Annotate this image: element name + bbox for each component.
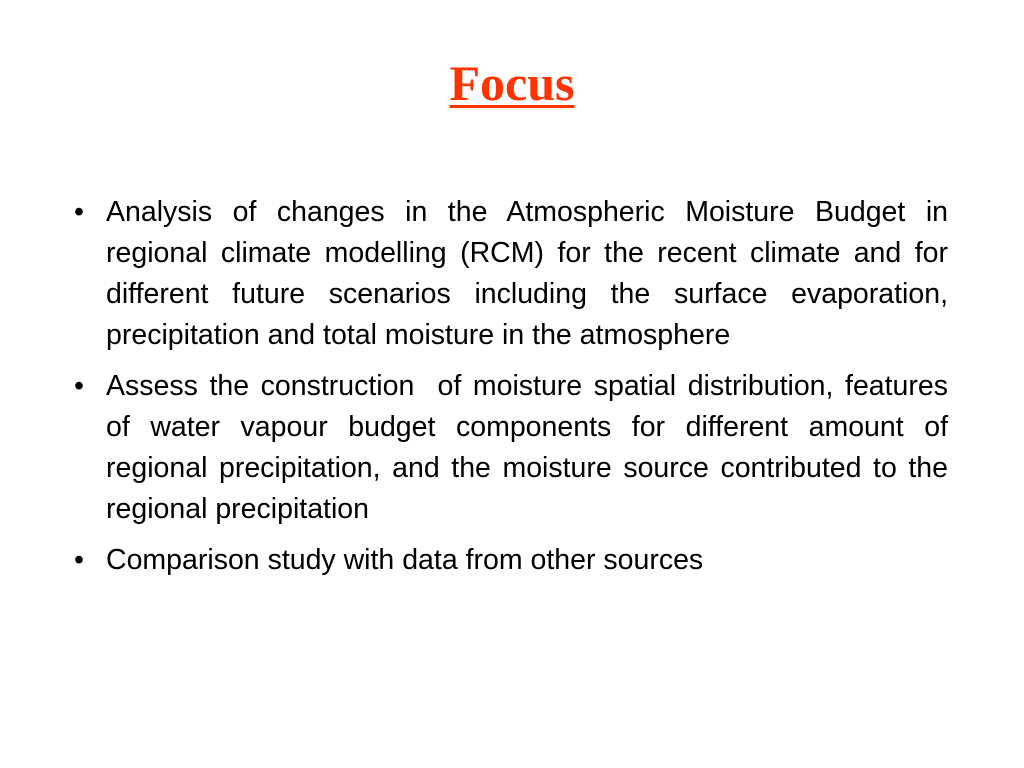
- bullet-marker: •: [74, 544, 84, 576]
- bullet-text: Comparison study with data from other sources: [106, 544, 704, 576]
- bullet-list: [70, 192, 956, 591]
- slide-title-text: Focus: [449, 55, 575, 111]
- bullet-text: Assess the construction of moisture spatial distribution, features of water vapour budget components for different amount of regional precipitation, and the moisture source contributed to the regional precipitation: [106, 370, 956, 525]
- bullet-text: Analysis of changes in the Atmospheric Moisture Budget in regional climate modelling (RCM) for the recent climate and for different future scenarios including the surface evaporation, precipitation and total moisture in the atmosphere: [106, 196, 948, 351]
- bullet-item-analysis: [70, 192, 948, 356]
- bullet-item-assess: [70, 366, 956, 530]
- bullet-marker: •: [74, 370, 84, 402]
- bullet-marker: •: [74, 196, 84, 228]
- slide-title: [0, 52, 1024, 114]
- bullet-item-comparison: [70, 540, 948, 581]
